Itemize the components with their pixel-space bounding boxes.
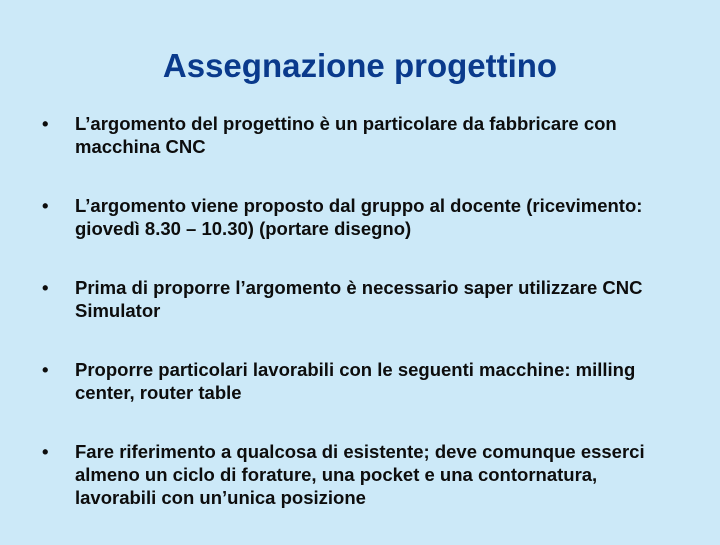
bullet-text: Prima di proporre l’argomento è necessario saper utilizzare CNC Simulator <box>75 277 643 321</box>
bullet-item <box>40 112 680 158</box>
bullet-dot: • <box>42 441 49 462</box>
bullet-text: L’argomento del progettino è un particolare da fabbricare con macchina CNC <box>75 113 617 157</box>
bullet-item <box>40 276 680 322</box>
slide-title: Assegnazione progettino <box>162 47 558 84</box>
bullet-dot: • <box>42 195 49 216</box>
bullet-dot: • <box>42 113 49 134</box>
bullet-text: L’argomento viene proposto dal gruppo al docente (ricevimento: giovedì 8.30 – 10.30) (portare disegno) <box>75 195 643 239</box>
bullet-text: Fare riferimento a qualcosa di esistente; deve comunque esserci almeno un ciclo di forature, una pocket e una contornatura, lavorabili con un’unica posizione <box>75 441 645 508</box>
bullet-item <box>40 440 680 509</box>
bullet-dot: • <box>42 277 49 298</box>
bullet-text: Proporre particolari lavorabili con le seguenti macchine: milling center, router table <box>75 359 636 403</box>
bullet-list <box>40 112 680 545</box>
bullet-item <box>40 194 680 240</box>
bullet-dot: • <box>42 359 49 380</box>
bullet-item <box>40 358 680 404</box>
